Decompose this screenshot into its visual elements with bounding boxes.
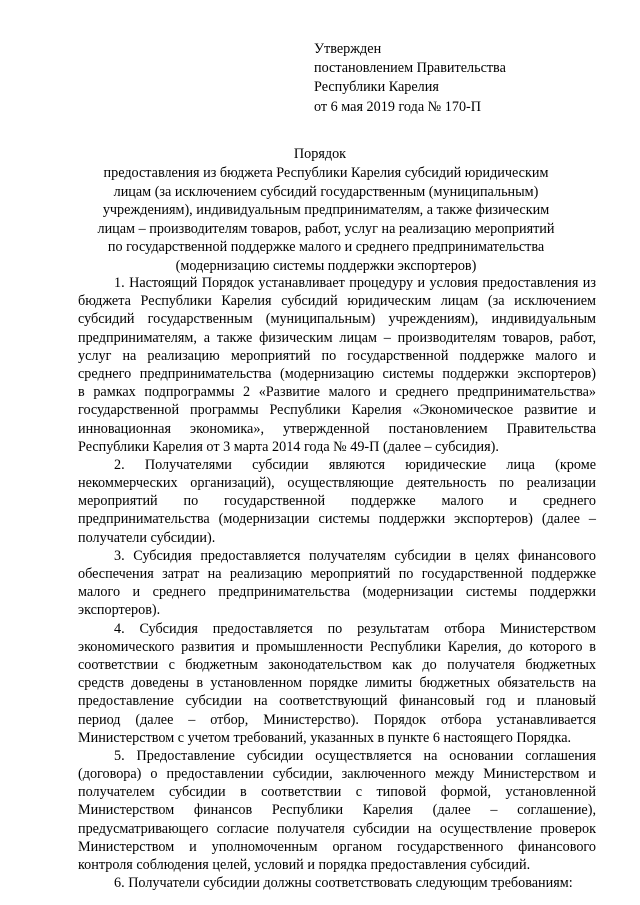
paragraph-line: малого и среднего предпринимательства (модернизации системы поддержки <box>78 584 596 601</box>
paragraph-line: экономического развития и промышленности Республики Карелия, до которого в <box>78 638 596 655</box>
paragraph-line: Республики Карелия от 3 марта 2014 года № 49-П (далее – субсидия). <box>78 438 499 455</box>
subtitle-line: лицам – производителям товаров, работ, услуг на реализацию мероприятий <box>97 220 555 237</box>
paragraph-line: 4. Субсидия предоставляется по результатам отбора Министерством <box>114 620 596 637</box>
paragraph-line: обеспечения затрат на реализацию мероприятий по государственной поддержке <box>78 566 596 582</box>
paragraph-line: некоммерческих организаций), осуществляющие деятельность по реализации <box>78 475 596 492</box>
paragraph-line: получатели субсидии). <box>78 529 216 546</box>
paragraph-2 <box>78 456 596 547</box>
paragraph-line: предпринимательства (модернизации системы поддержки экспортеров) (далее – <box>78 511 596 528</box>
paragraph-3 <box>78 547 596 620</box>
paragraph-line: период (далее – отбор, Министерство). Порядок отбора устанавливается <box>78 711 596 728</box>
paragraph-line: получателем субсидии в соответствии с типовой формой, установленной <box>78 784 596 801</box>
paragraph-line: инновационная экономика», утвержденной постановлением Правительства <box>78 420 596 437</box>
paragraph-4 <box>78 620 596 747</box>
subtitle-line: по государственной поддержке малого и среднего предпринимательства <box>107 239 545 256</box>
subtitle-line: учреждениям), индивидуальным предпринимателям, а также физическим <box>102 202 550 219</box>
paragraph-line: Министерством с учетом требований, указанных в пункте 6 настоящего Порядка. <box>78 729 572 746</box>
paragraph-line: экспортеров). <box>78 602 161 619</box>
paragraph-line: предусматривающего согласие получателя субсидии на осуществление проверок <box>78 820 596 837</box>
paragraph-line: в рамках подпрограммы 2 «Развитие малого и среднего предпринимательства» <box>78 384 596 401</box>
paragraph-line: (договора) о предоставлении субсидии, заключенного между Министерством и <box>78 766 596 783</box>
paragraph-6 <box>78 874 596 892</box>
approval-date: от 6 мая 2019 года № 170-П <box>314 98 482 115</box>
subtitle-line: лицам (за исключением субсидий государственным (муниципальным) <box>113 183 539 200</box>
paragraph-1 <box>78 274 596 456</box>
document-title: Порядок <box>293 146 347 162</box>
paragraph-line: мероприятий по государственной поддержке малого и среднего <box>78 493 596 510</box>
paragraph-line: среднего предпринимательства (модернизацию системы поддержки экспортеров) <box>78 365 596 382</box>
approval-block <box>314 40 506 117</box>
paragraph-line: средств доведены в установленном порядке лимиты бюджетных обязательств на <box>78 675 596 692</box>
subtitle-line: (модернизацию системы поддержки экспортеров) <box>175 257 477 274</box>
paragraph-line: государственной программы Республики Карелия «Экономическое развитие и <box>78 402 596 419</box>
approval-line: Утвержден <box>314 41 382 57</box>
paragraph-line: соответствии с бюджетным законодательством как до получателя бюджетных <box>78 656 596 673</box>
paragraph-line: субсидий государственным (муниципальным) учреждениям), индивидуальным <box>78 311 596 328</box>
paragraph-line: бюджета Республики Карелия субсидий юридическим лицам (за исключением <box>78 293 596 310</box>
paragraph-line: 1. Настоящий Порядок устанавливает процедуру и условия предоставления из <box>114 275 596 291</box>
paragraph-line: 6. Получатели субсидии должны соответствовать следующим требованиям: <box>114 875 573 892</box>
document-body <box>78 274 596 892</box>
paragraph-line: 2. Получателями субсидии являются юридические лица (кроме <box>114 456 596 473</box>
paragraph-line: предпринимателям, а также физическим лицам – производителям товаров, работ, <box>78 329 596 346</box>
paragraph-line: услуг на реализацию мероприятий по государственной поддержке малого и <box>78 347 596 364</box>
subtitle-line: предоставления из бюджета Республики Карелия субсидий юридическим <box>103 165 549 181</box>
paragraph-line: 3. Субсидия предоставляется получателям субсидии в целях финансового <box>114 547 596 564</box>
document-subtitle <box>80 164 572 276</box>
paragraph-5 <box>78 747 596 874</box>
paragraph-line: контроля соблюдения целей, условий и порядка предоставления субсидий. <box>78 857 531 873</box>
paragraph-line: предоставление субсидии на соответствующий финансовый год и плановый <box>78 693 596 710</box>
paragraph-line: Министерством финансов Республики Карелия (далее – соглашение), <box>78 802 596 819</box>
approval-line: постановлением Правительства <box>314 60 506 77</box>
paragraph-line: Министерством и уполномоченным органом государственного финансового <box>78 838 596 855</box>
approval-line: Республики Карелия <box>314 79 439 96</box>
paragraph-line: 5. Предоставление субсидии осуществляется на основании соглашения <box>114 747 596 764</box>
